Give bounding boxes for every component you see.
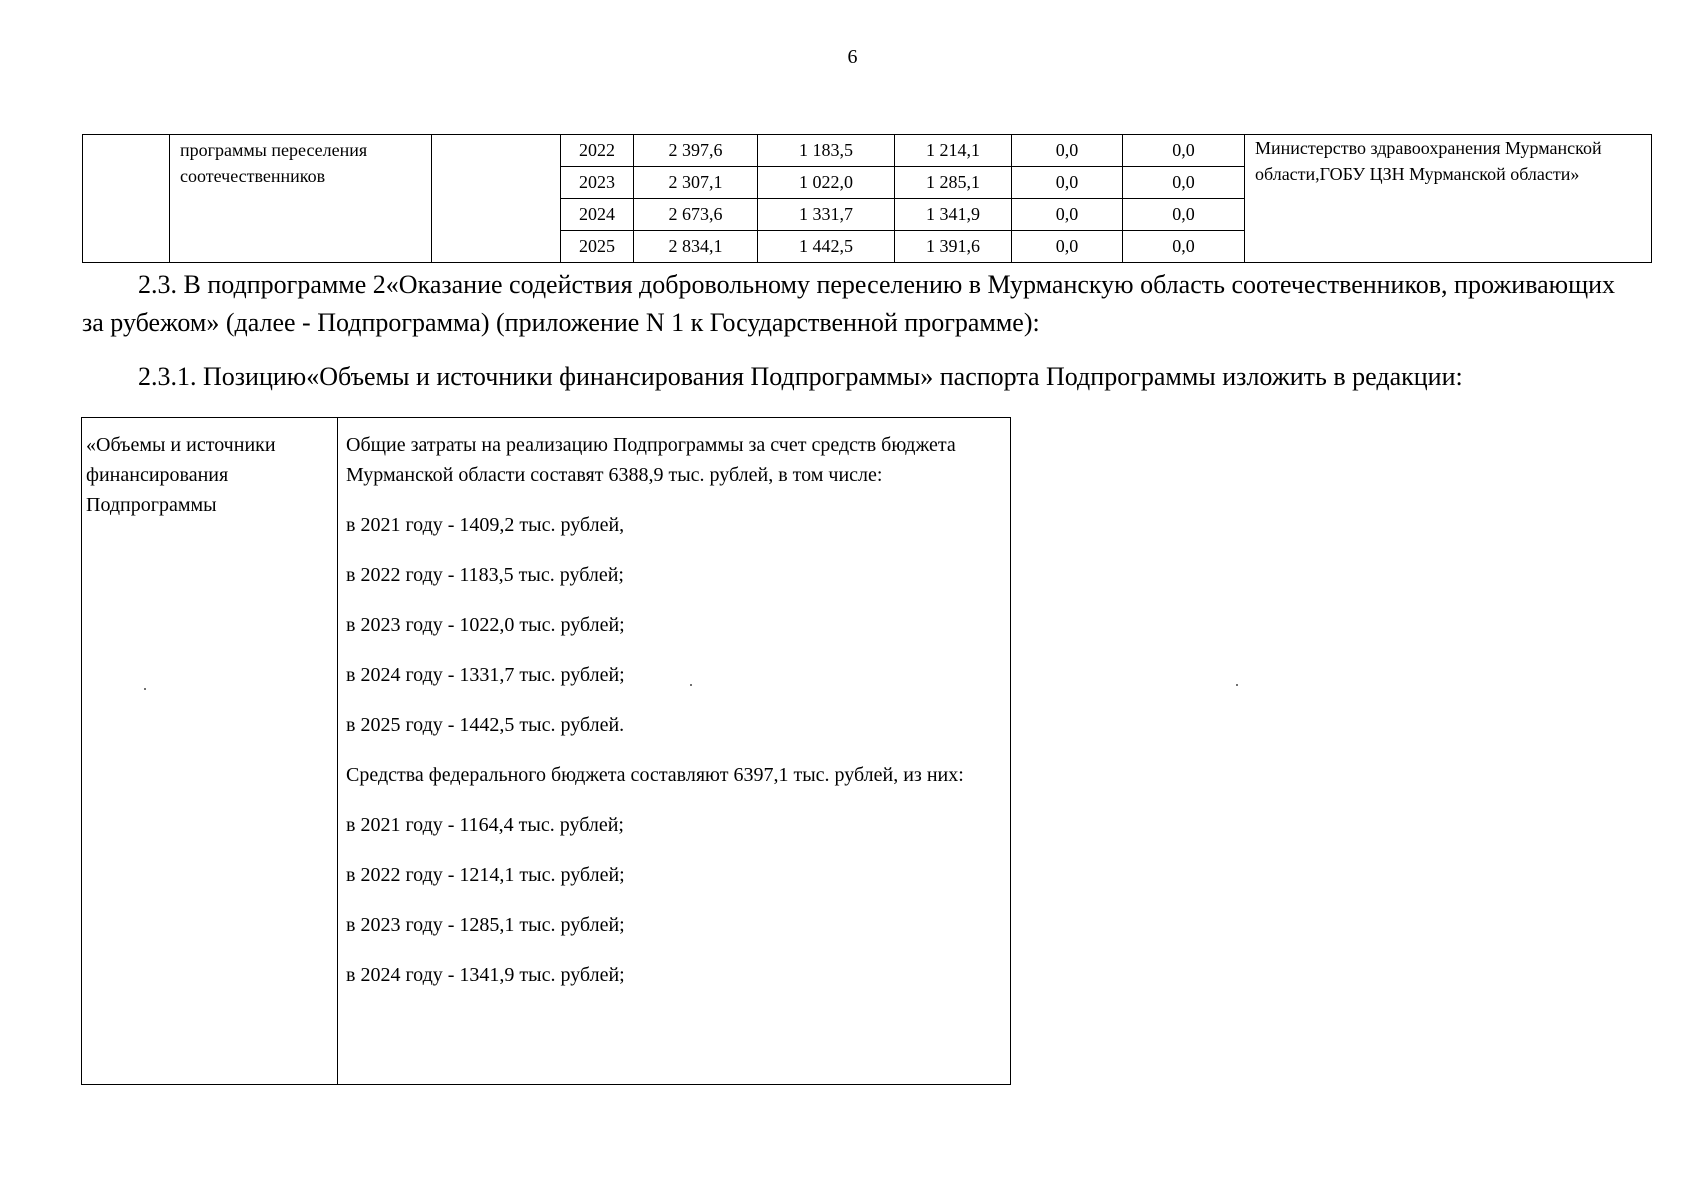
scan-speck [144,688,146,690]
year-cell: 2025 [561,231,634,263]
regional-cell: 1 022,0 [758,167,895,199]
year-cell: 2023 [561,167,634,199]
regional-cell: 1 183,5 [758,135,895,167]
federal-cell: 1 285,1 [895,167,1012,199]
total-cell: 2 834,1 [634,231,758,263]
value-cell: 0,0 [1123,167,1245,199]
passport-content-cell [338,418,1011,1085]
amendment-paragraph-2-3-1: 2.3.1. Позицию«Объемы и источники финансирования Подпрограммы» паспорта Подпрограммы изложить в редакции: [138,362,1463,391]
regional-line: в 2025 году - 1442,5 тыс. рублей. [346,714,625,736]
federal-line: в 2024 году - 1341,9 тыс. рублей; [346,964,625,986]
value-cell: 0,0 [1012,231,1123,263]
funding-continuation-table [82,134,1652,263]
amendment-paragraph-2-3: 2.3. В подпрограмме 2«Оказание содействия добровольному переселению в Мурманскую область соотечественников, проживающих за рубежом» (далее - Подпрограмма) (приложение N 1 к Государственной программе): [82,270,1616,337]
value-cell: 0,0 [1123,231,1245,263]
empty-cell [83,135,170,263]
empty-cell [432,135,561,263]
value-cell: 0,0 [1012,199,1123,231]
federal-line: в 2021 году - 1164,4 тыс. рублей; [346,814,624,836]
total-cell: 2 307,1 [634,167,758,199]
table-row [83,135,1652,167]
year-cell: 2024 [561,199,634,231]
federal-cell: 1 341,9 [895,199,1012,231]
total-cell: 2 673,6 [634,199,758,231]
value-cell: 0,0 [1123,135,1245,167]
year-cell: 2022 [561,135,634,167]
federal-line: в 2022 году - 1214,1 тыс. рублей; [346,864,625,886]
scan-speck [1236,684,1238,686]
federal-cell: 1 391,6 [895,231,1012,263]
passport-label-cell [82,418,338,1085]
scan-speck [690,684,692,686]
federal-intro: Средства федерального бюджета составляют 6397,1 тыс. рублей, из них: [346,764,964,786]
regional-cell: 1 331,7 [758,199,895,231]
total-cell: 2 397,6 [634,135,758,167]
regional-cell: 1 442,5 [758,231,895,263]
program-name-cell: программы переселения соотечественников [170,135,432,263]
page-number: 6 [847,46,858,68]
table-row [82,418,1011,1085]
passport-label: «Объемы и источники финансирования Подпрограммы [86,434,276,516]
federal-line: в 2023 году - 1285,1 тыс. рублей; [346,914,625,936]
regional-line: в 2021 году - 1409,2 тыс. рублей, [346,514,625,536]
passport-table [81,417,1011,1085]
regional-line: в 2022 году - 1183,5 тыс. рублей; [346,564,624,586]
regional-intro: Общие затраты на реализацию Подпрограммы за счет средств бюджета Мурманской области составят 6388,9 тыс. рублей, в том числе: [346,434,956,486]
executor-cell: Министерство здравоохранения Мурманской области,ГОБУ ЦЗН Мурманской области» [1245,135,1652,263]
federal-cell: 1 214,1 [895,135,1012,167]
value-cell: 0,0 [1012,167,1123,199]
regional-line: в 2023 году - 1022,0 тыс. рублей; [346,614,625,636]
value-cell: 0,0 [1123,199,1245,231]
value-cell: 0,0 [1012,135,1123,167]
regional-line: в 2024 году - 1331,7 тыс. рублей; [346,664,625,686]
